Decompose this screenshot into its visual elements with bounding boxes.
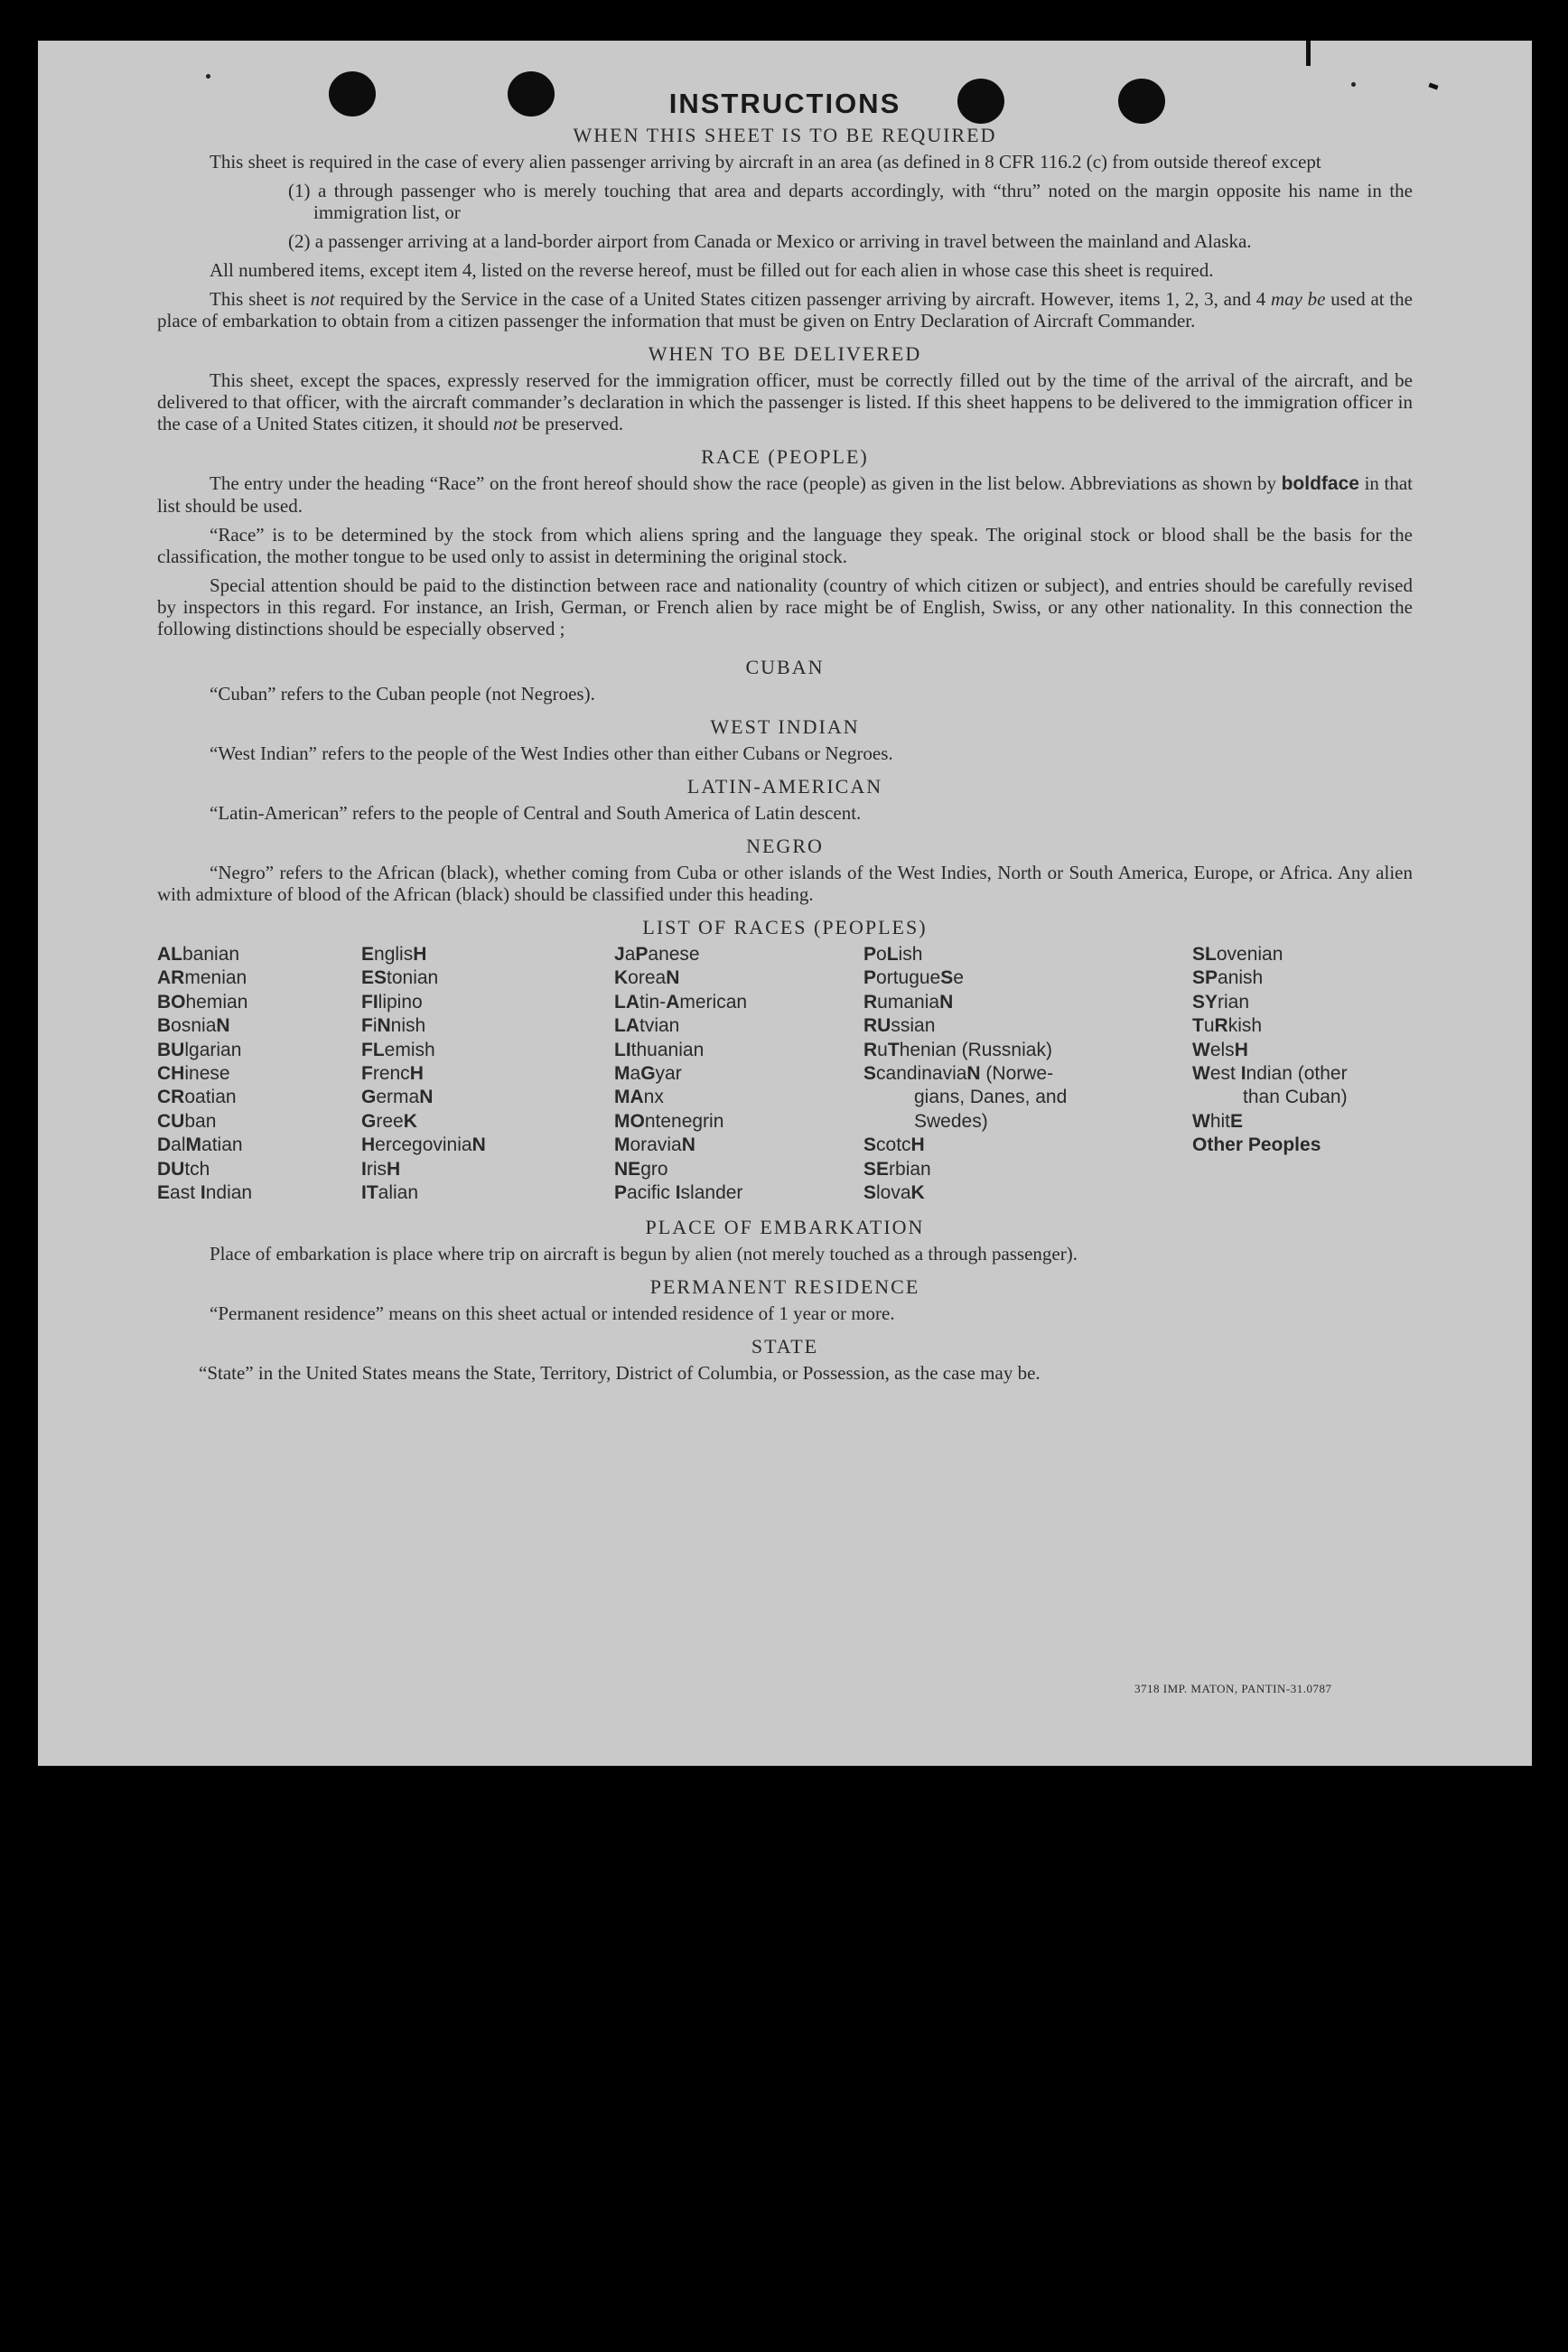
race-entry: LAtvian (614, 1015, 680, 1037)
race-entry: Swedes) (914, 1110, 988, 1132)
race-entry: GermaN (361, 1087, 434, 1108)
race-entry: JaPanese (614, 944, 700, 965)
races-column (614, 943, 863, 1205)
heading-state: STATE (751, 1335, 819, 1358)
race-entry: MoraviaN (614, 1134, 695, 1156)
paragraph: “Negro” refers to the African (black), whether coming from Cuba or other islands of the West Indies, North or South America, Europe, or Africa. Any alien with admixture of blood of the African (black) should be classified under this heading. (157, 862, 1413, 905)
race-entry: EnglisH (361, 944, 427, 965)
paragraph: This sheet is not required by the Service in the case of a United States citizen passenger arriving by aircraft. However, items 1, 2, 3, and 4 may be used at the place of embarkation to obtain from a citizen passenger the information that must be given on Entry Declaration of Aircraft Commander. (157, 288, 1413, 331)
document-sheet (38, 41, 1532, 1766)
race-entry: TuRkish (1192, 1015, 1263, 1037)
race-entry: gians, Danes, and (914, 1087, 1068, 1108)
race-entry: RumaniaN (863, 991, 954, 1013)
race-entry: FLemish (361, 1039, 435, 1060)
paragraph: “Permanent residence” means on this sheet actual or intended residence of 1 year or more. (210, 1302, 895, 1325)
paragraph: “Latin-American” refers to the people of Central and South America of Latin descent. (210, 802, 862, 824)
race-entry: RuThenian (Russniak) (863, 1039, 1052, 1060)
races-column (157, 943, 361, 1205)
race-entry: BOhemian (157, 991, 248, 1013)
race-entry: ScotcH (863, 1134, 925, 1156)
race-entry: HercegoviniaN (361, 1134, 486, 1156)
paragraph: The entry under the heading “Race” on the front hereof should show the race (people) as given in the list below. Abbreviations as shown by boldface in that list should be used. (157, 472, 1413, 517)
race-entry: DalMatian (157, 1134, 243, 1156)
paragraph: Special attention should be paid to the distinction between race and nationality (country of which citizen or subject), and entries should be carefully revised by inspectors in this regard. For instance, an Irish, German, or French alien by race might be of English, Swiss, or any other nationality. In this connection the following distinctions should be especially observed ; (157, 574, 1413, 639)
race-entry: MaGyar (614, 1063, 682, 1085)
race-entry: Pacific Islander (614, 1182, 743, 1204)
race-entry: GreeK (361, 1110, 417, 1132)
race-entry: CRoatian (157, 1087, 237, 1108)
races-list (157, 943, 1413, 1205)
race-entry: Other Peoples (1192, 1134, 1321, 1156)
race-entry: CUban (157, 1110, 217, 1132)
heading-negro: NEGRO (746, 835, 824, 857)
paragraph: “West Indian” refers to the people of the West Indies other than either Cubans or Negroes. (210, 742, 893, 764)
race-entry: East Indian (157, 1182, 253, 1204)
race-entry: BUlgarian (157, 1039, 242, 1060)
race-entry: SPanish (1192, 967, 1264, 989)
printer-imprint: 3718 IMP. MATON, PANTIN-31.0787 (1134, 1682, 1332, 1695)
race-entry: SlovaK (863, 1182, 925, 1204)
race-entry: FiNnish (361, 1015, 426, 1037)
arrow-mark (1428, 82, 1438, 89)
race-entry: ALbanian (157, 944, 240, 965)
race-entry: ScandinaviaN (Norwe- (863, 1063, 1054, 1085)
heading-latin-american: LATIN-AMERICAN (686, 775, 883, 798)
race-entry: SYrian (1192, 991, 1250, 1013)
paragraph: (2) a passenger arriving at a land-border airport from Canada or Mexico or arriving in travel between the mainland and Alaska. (288, 230, 1252, 252)
paragraph: This sheet, except the spaces, expressly reserved for the immigration officer, must be correctly filled out by the time of the arrival of the aircraft, and be delivered to that officer, with the aircraft commander’s declaration in which the passenger is listed. If this sheet happens to be delivered to the immigration officer in the case of a United States citizen, it should not be preserved. (157, 369, 1413, 434)
paragraph: (1) a through passenger who is merely touching that area and departs accordingly, with “thru” noted on the margin opposite his name in the immigration list, or (288, 180, 1413, 223)
race-entry: KoreaN (614, 967, 680, 989)
page-title: INSTRUCTIONS (668, 88, 901, 119)
race-entry: MOntenegrin (614, 1110, 724, 1132)
races-column (361, 943, 614, 1205)
race-entry: ITalian (361, 1182, 419, 1204)
paragraph: All numbered items, except item 4, listed on the reverse hereof, must be filled out for each alien in whose case this sheet is required. (210, 259, 1214, 281)
race-entry: PortugueSe (863, 967, 964, 989)
race-entry: BosniaN (157, 1015, 230, 1037)
paragraph: “Race” is to be determined by the stock from which aliens spring and the language they speak. The original stock or blood shall be the basis for the classification, the mother tongue to be used only to assist in determining the original stock. (157, 524, 1413, 567)
races-column (1192, 943, 1413, 1205)
race-entry: CHinese (157, 1063, 230, 1085)
race-entry: DUtch (157, 1158, 210, 1180)
race-entry: WhitE (1192, 1110, 1244, 1132)
heading-list-of-races: LIST OF RACES (PEOPLES) (642, 916, 928, 938)
race-entry: PoLish (863, 944, 923, 965)
race-entry: NEgro (614, 1158, 668, 1180)
race-entry: EStonian (361, 967, 439, 989)
race-entry: LAtin-American (614, 991, 748, 1013)
heading-when-required: WHEN THIS SHEET IS TO BE REQUIRED (573, 124, 997, 146)
edge-mark (1306, 41, 1311, 66)
paragraph: “State” in the United States means the State, Territory, District of Columbia, or Possession, as the case may be. (199, 1362, 1041, 1385)
paragraph: “Cuban” refers to the Cuban people (not Negroes). (210, 683, 595, 705)
heading-race: RACE (PEOPLE) (701, 445, 869, 468)
heading-embarkation: PLACE OF EMBARKATION (645, 1216, 925, 1239)
race-entry: IrisH (361, 1158, 401, 1180)
race-entry: RUssian (863, 1015, 936, 1037)
heading-west-indian: WEST INDIAN (710, 715, 860, 738)
race-entry: FIlipino (361, 991, 423, 1013)
heading-cuban: CUBAN (745, 656, 825, 678)
race-entry: SLovenian (1192, 944, 1283, 965)
race-entry: SErbian (863, 1158, 931, 1180)
instructions-content (157, 86, 1413, 1384)
race-entry: ARmenian (157, 967, 247, 989)
race-entry: WelsH (1192, 1039, 1248, 1060)
heading-when-delivered: WHEN TO BE DELIVERED (648, 342, 922, 365)
race-entry: MAnx (614, 1087, 664, 1108)
race-entry: than Cuban) (1243, 1087, 1348, 1108)
race-entry: LIthuanian (614, 1039, 705, 1060)
paragraph: This sheet is required in the case of every alien passenger arriving by aircraft in an area (as defined in 8 CFR 116.2 (c) from outside thereof except (210, 151, 1321, 173)
race-entry: West Indian (other (1192, 1063, 1348, 1085)
heading-permanent-residence: PERMANENT RESIDENCE (649, 1275, 920, 1299)
speck (206, 74, 210, 79)
race-entry: FrencH (361, 1063, 424, 1085)
races-column (863, 943, 1192, 1205)
paragraph: Place of embarkation is place where trip on aircraft is begun by alien (not merely touched as a through passenger). (210, 1243, 1078, 1265)
